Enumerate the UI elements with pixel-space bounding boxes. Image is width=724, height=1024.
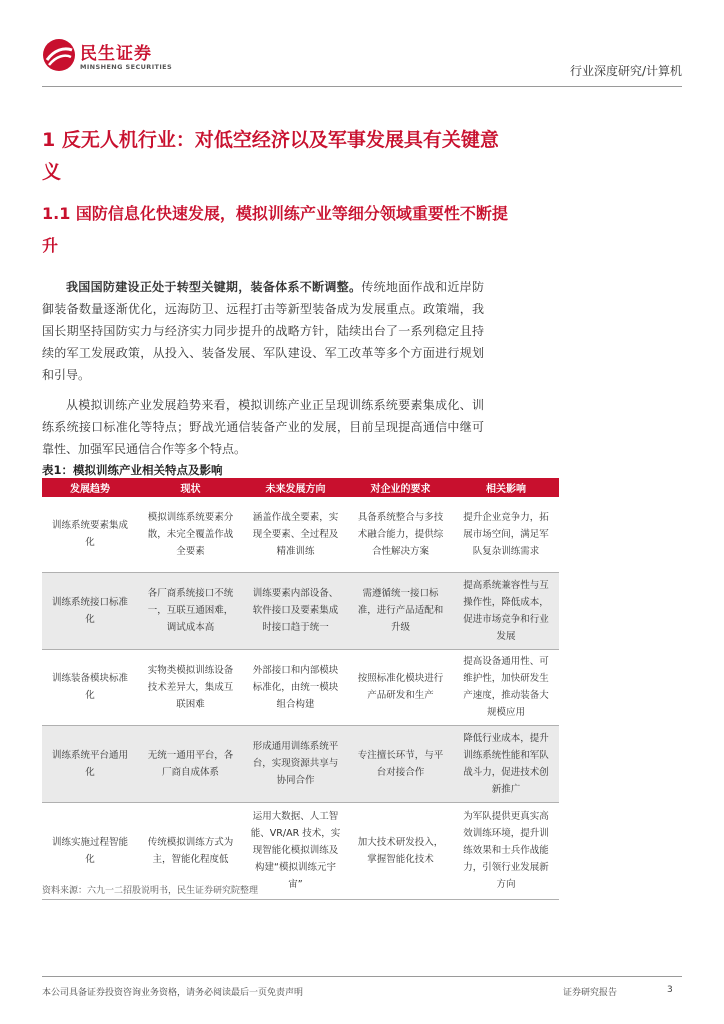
paragraph-text: 传统地面作战和近岸防御装备数量逐渐优化，远海防卫、远程打击等新型装备成为发展重点。政策端，我国长期坚持国防实力与经济实力同步提升的战略方针，陆续出台了一系列稳定且持续的军工发展政策，从投入、装备发展、军队建设、军工改革等多个方面进行规划和引导。 — [42, 280, 484, 382]
table-cell: 形成通用训练系统平台，实现资源共享与协同合作 — [243, 725, 348, 802]
table-cell: 提升企业竞争力，拓展市场空间，满足军队复杂训练需求 — [453, 497, 559, 572]
page-header — [0, 0, 724, 90]
body-paragraph-2: 从模拟训练产业发展趋势来看，模拟训练产业正呈现训练系统要素集成化、训练系统接口标准化等特点；野战光通信装备产业的发展，目前呈现提高通信中继可靠性、加强军民通信合作等多个特点。 — [42, 398, 484, 456]
table-cell: 加大技术研发投入，掌握智能化技术 — [348, 802, 453, 899]
table-row — [42, 572, 559, 649]
table-cell: 训练系统要素集成化 — [42, 497, 138, 572]
table-row — [42, 725, 559, 802]
table-cell: 训练装备模块标准化 — [42, 649, 138, 725]
table-row — [42, 497, 559, 572]
table-cell: 具备系统整合与多技术融合能力，提供综合性解决方案 — [348, 497, 453, 572]
footer-divider — [42, 976, 682, 977]
table-cell: 按照标准化模块进行产品研发和生产 — [348, 649, 453, 725]
header-status: 现状 — [138, 478, 243, 497]
header-divider — [42, 86, 682, 87]
logo-english-name: MINSHENG SECURITIES — [80, 63, 173, 71]
page-number: 3 — [667, 985, 673, 995]
report-category: 行业深度研究/计算机 — [569, 64, 682, 78]
table-cell: 训练系统平台通用化 — [42, 725, 138, 802]
header-enterprise-requirements: 对企业的要求 — [348, 478, 453, 497]
minsheng-logo-icon — [42, 38, 76, 72]
table-header-row — [42, 478, 559, 497]
table-cell: 提高设备通用性、可维护性，加快研发生产速度，推动装备大规模应用 — [453, 649, 559, 725]
table-cell: 专注擅长环节，与平台对接合作 — [348, 725, 453, 802]
table-cell: 各厂商系统接口不统一，互联互通困难，调试成本高 — [138, 572, 243, 649]
section-heading: 1 反无人机行业：对低空经济以及军事发展具有关键意义 — [42, 129, 499, 183]
table-cell: 降低行业成本，提升训练系统性能和军队战斗力，促进技术创新推广 — [453, 725, 559, 802]
table-cell: 为军队提供更真实高效训练环境，提升训练效果和士兵作战能力，引领行业发展新方向 — [453, 802, 559, 899]
company-logo — [42, 38, 182, 78]
table-cell: 需遵循统一接口标准，进行产品适配和升级 — [348, 572, 453, 649]
logo-chinese-name: 民生证券 — [80, 44, 152, 64]
table-cell: 实物类模拟训练设备技术差异大，集成互联困难 — [138, 649, 243, 725]
table-cell: 无统一通用平台，各厂商自成体系 — [138, 725, 243, 802]
table-cell: 运用大数据、人工智能、VR/AR 技术，实现智能化模拟训练及构建“模拟训练元宇宙” — [243, 802, 348, 899]
table-row — [42, 649, 559, 725]
table-cell: 训练要素内部设备、软件接口及要素集成时接口趋于统一 — [243, 572, 348, 649]
table-cell: 模拟训练系统要素分散，未完全覆盖作战全要素 — [138, 497, 243, 572]
header-impact: 相关影响 — [453, 478, 559, 497]
table-cell: 涵盖作战全要素，实现全要素、全过程及精准训练 — [243, 497, 348, 572]
table-source-note: 资料来源：六九一二招股说明书，民生证券研究院整理 — [42, 886, 259, 896]
footer-report-label: 证券研究报告 — [563, 988, 618, 998]
table-cell: 提高系统兼容性与互操作性，降低成本，促进市场竞争和行业发展 — [453, 572, 559, 649]
table-cell: 训练实施过程智能化 — [42, 802, 138, 899]
table-title: 表1：模拟训练产业相关特点及影响 — [42, 463, 223, 477]
subsection-heading: 1.1 国防信息化快速发展，模拟训练产业等细分领域重要性不断提升 — [42, 204, 508, 255]
table-cell: 训练系统接口标准化 — [42, 572, 138, 649]
table-cell: 传统模拟训练方式为主，智能化程度低 — [138, 802, 243, 899]
features-table — [42, 478, 559, 900]
header-future-direction: 未来发展方向 — [243, 478, 348, 497]
paragraph-lead-sentence: 我国国防建设正处于转型关键期，装备体系不断调整。 — [66, 280, 362, 294]
footer-disclaimer: 本公司具备证券投资咨询业务资格，请务必阅读最后一页免责声明 — [42, 988, 304, 998]
table-cell: 外部接口和内部模块标准化，由统一模块组合构建 — [243, 649, 348, 725]
header-trend: 发展趋势 — [42, 478, 138, 497]
body-paragraph-1 — [42, 276, 484, 386]
